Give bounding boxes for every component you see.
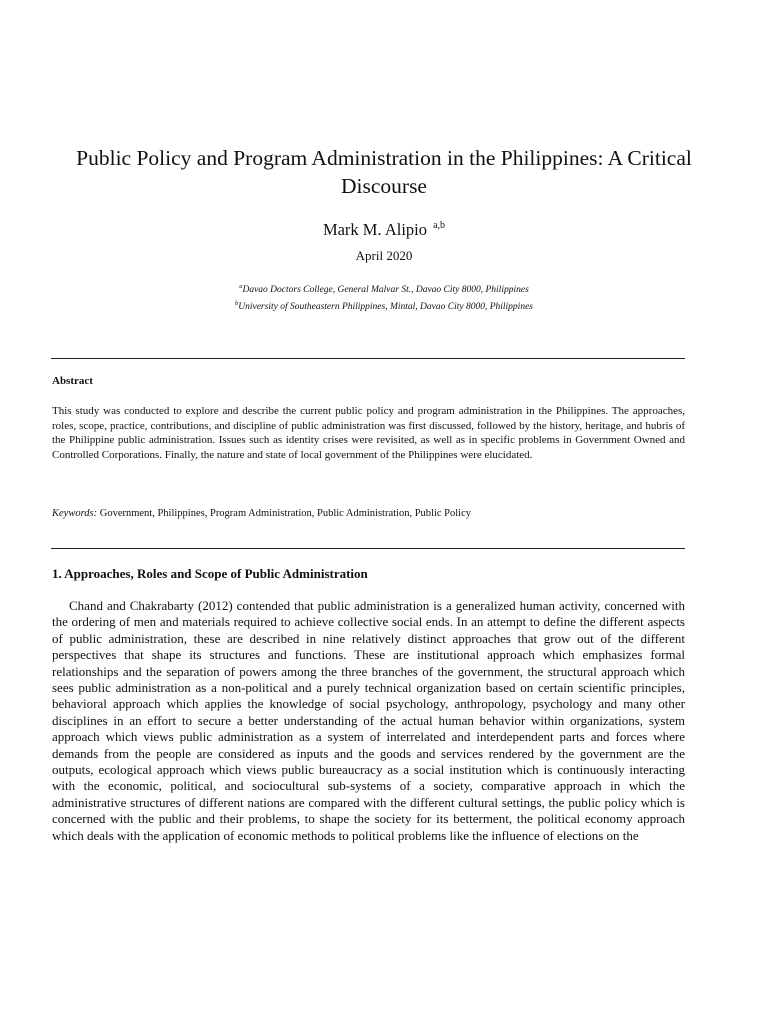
abstract-text: This study was conducted to explore and describe the current public policy and program administration in the Philippines. The approaches, roles, scope, practice, contributions, and discipline of public administration was first discussed, followed by the history, heritage, and hubris of the Philippine public administration. Issues such as identity crises were revisited, as well as in specific problems in Government Owned and Controlled Corporations. Finally, the nature and state of local government of the Philippines were elucidated. (52, 405, 685, 461)
section-heading: 1. Approaches, Roles and Scope of Public Administration (52, 566, 368, 581)
author-line (0, 216, 768, 240)
author-affiliation-marks: a,b (433, 220, 446, 231)
divider-bottom (51, 548, 685, 549)
section-paragraph: Chand and Chakrabarty (2012) contended that public administration is a generalized human activity, concerned with the ordering of men and materials required to achieve collective social ends. In an attempt to define the different aspects of public administration, these are described in nine relatively distinct approaches that grow out of the different perspectives that shape its structures and functions. These are institutional approach which emphasizes formal relationships and the separation of powers among the three branches of the government, the structural approach which sees public administration as a non-political and a purely technical organization based on certain scientific principles, behavioral approach which applies the knowledge of social psychology, anthropology, psychology and many other disciplines in an effort to secure a better understanding of the actual human behavior within organizations, system approach which views public administration as a system of interrelated and interdependent parts and forces where demands from the people are considered as inputs and the goods and services rendered by the government are the outputs, ecological approach which views public bureaucracy as a social institution which is continuously interacting with the economic, political, and sociocultural sub-systems of a society, comparative approach in which the administrative structures of different nations are compared with the different cultural settings, the public policy which is concerned with the public and their problems, to shape the society for its betterment, the political economy approach which deals with the application of economic methods to political problems like the influence of elections on the (52, 598, 685, 843)
keywords-label: Keywords: (52, 508, 98, 519)
author-name: Mark M. Alipio (322, 220, 427, 239)
affiliation-text: University of Southeastern Philippines, Mintal, Davao City 8000, Philippines (238, 302, 533, 312)
publication-date: April 2020 (355, 248, 413, 263)
keywords-line (52, 507, 685, 521)
affiliation-b (0, 297, 768, 314)
affiliation-mark: b (235, 300, 239, 307)
divider-top (51, 358, 685, 359)
affiliation-a (0, 280, 768, 297)
affiliation-mark: a (239, 283, 243, 290)
paper-title: Public Policy and Program Administration in the Philippines: A Critical Discourse (76, 146, 692, 198)
keywords-text: Government, Philippines, Program Administration, Public Administration, Public Policy (99, 508, 472, 519)
affiliation-text: Davao Doctors College, General Malvar St., Davao City 8000, Philippines (242, 285, 529, 295)
abstract-heading: Abstract (52, 375, 93, 387)
affiliations (0, 280, 768, 314)
